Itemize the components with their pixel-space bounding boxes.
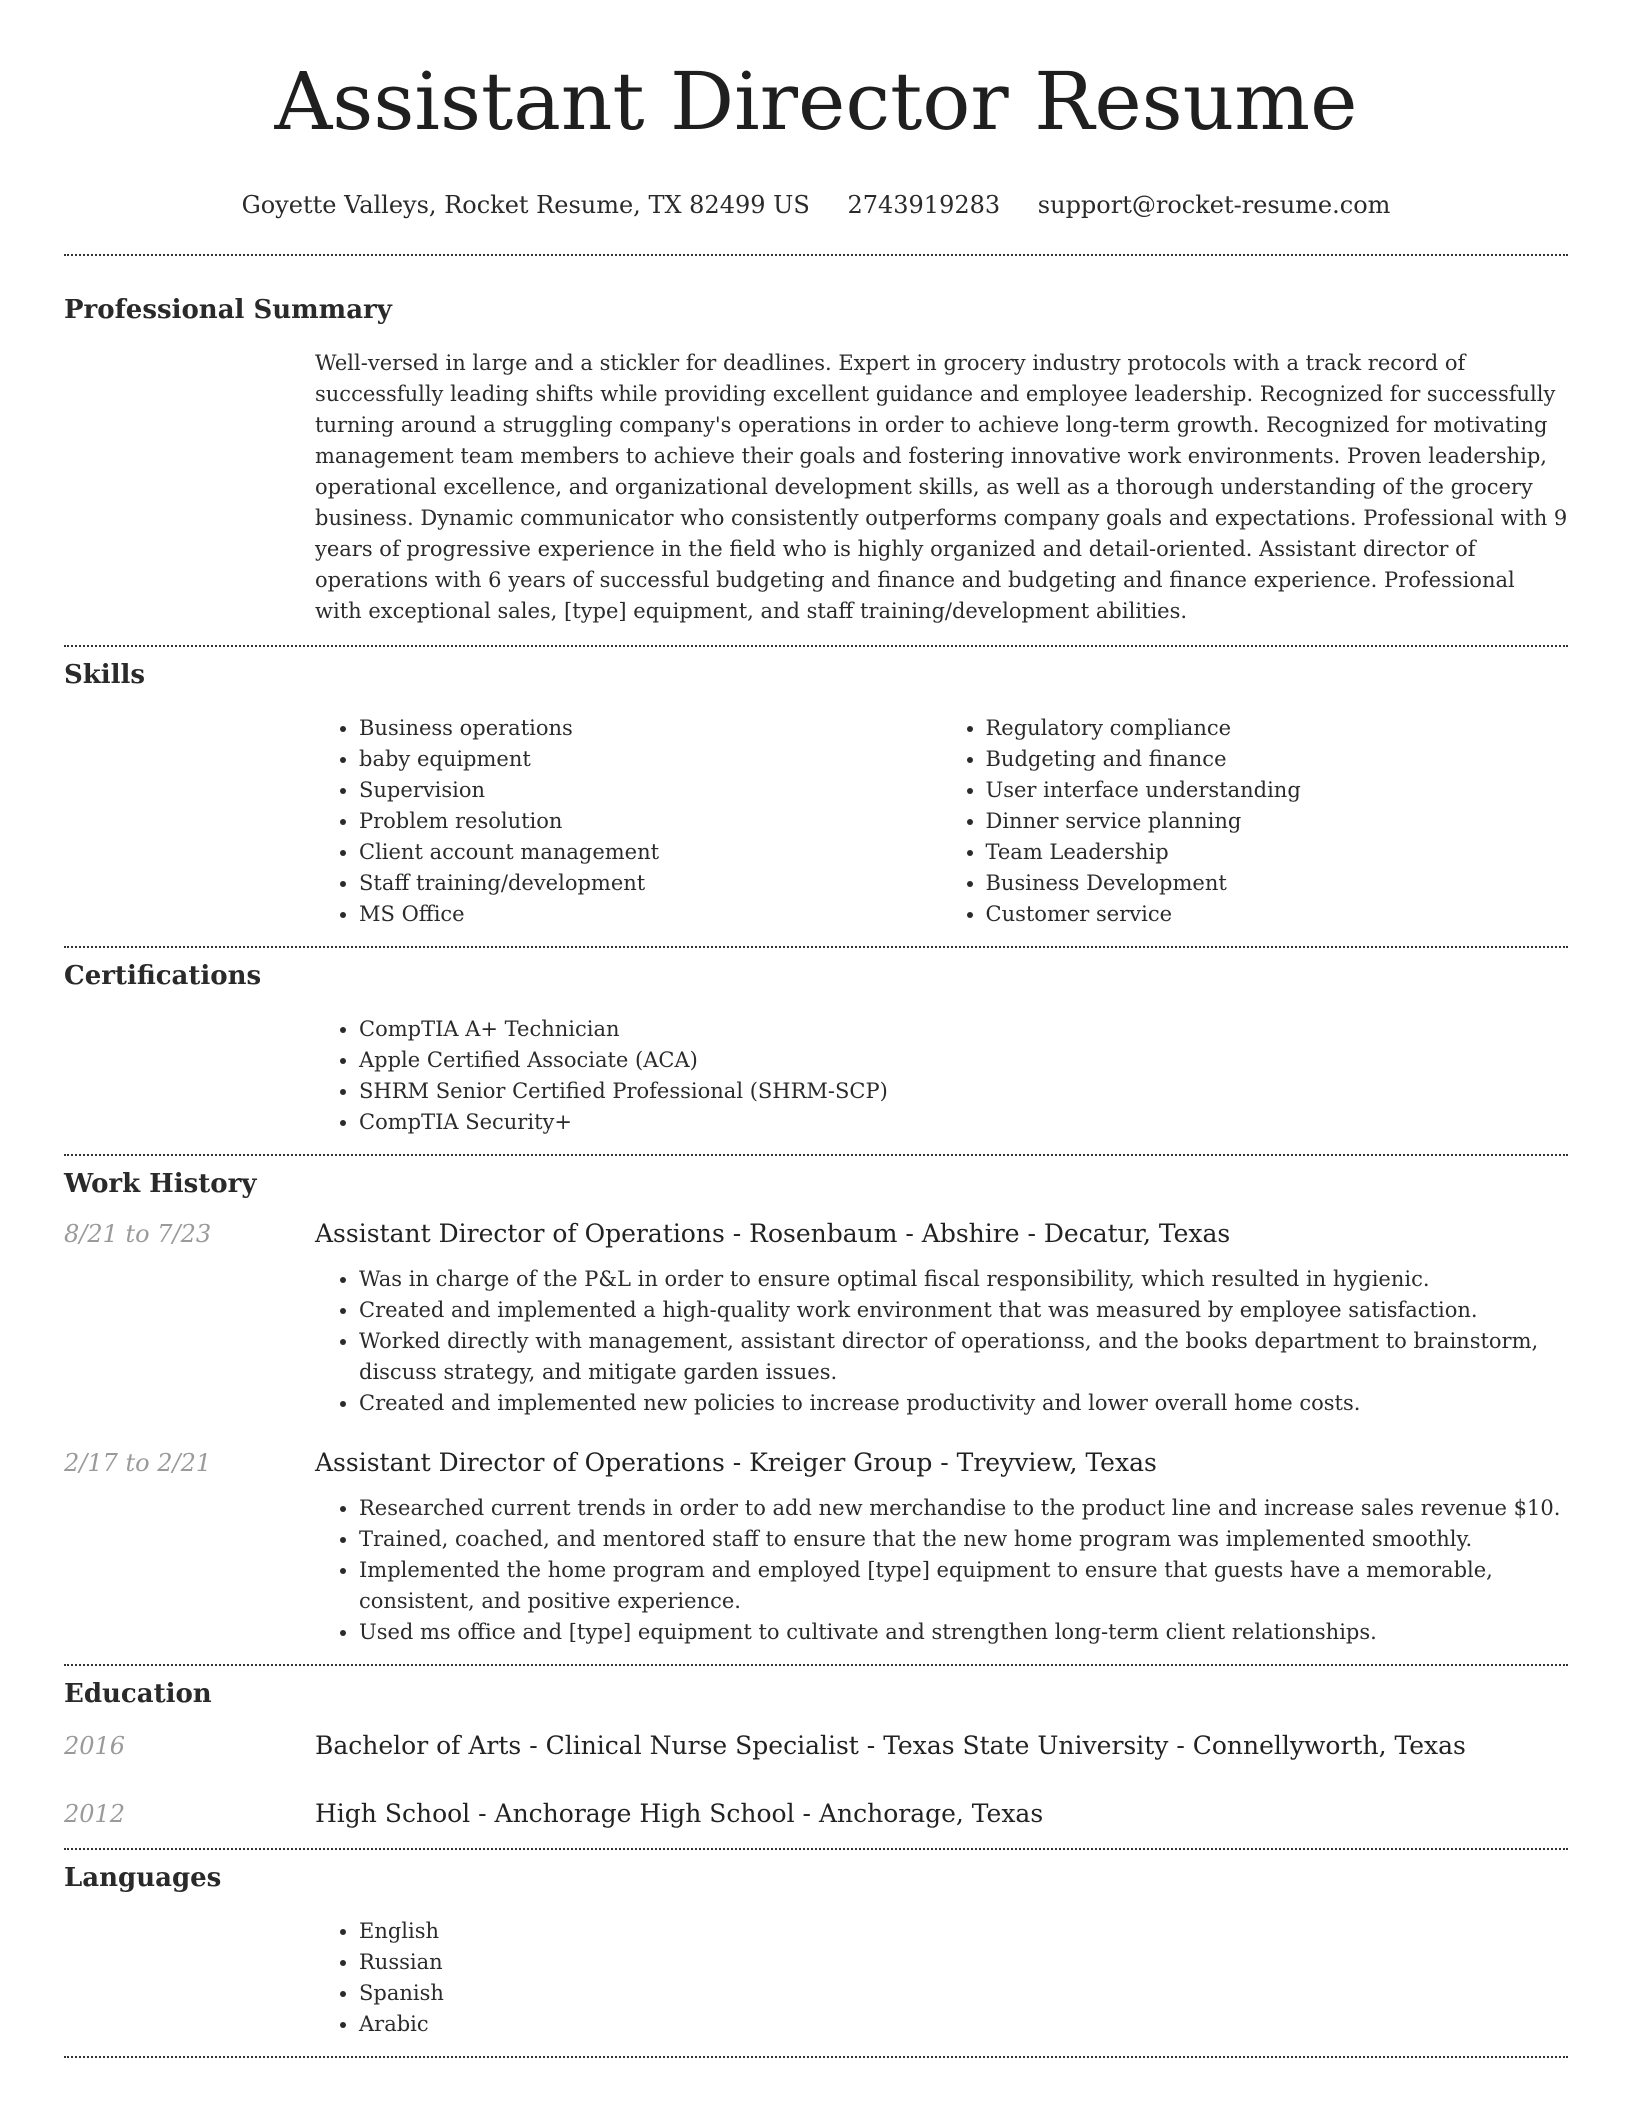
languages-heading: Languages xyxy=(64,1863,222,1893)
skills-list-right xyxy=(942,713,1569,930)
language-item: • Spanish xyxy=(359,1978,1568,2009)
skill-item: • Dinner service planning xyxy=(986,806,1569,837)
job-bullets xyxy=(315,1493,1568,1648)
education-year: 2016 xyxy=(64,1732,126,1760)
certification-item: • Apple Certified Associate (ACA) xyxy=(359,1045,1568,1076)
summary-heading: Professional Summary xyxy=(64,295,392,325)
education-title: High School - Anchorage High School - Anchorage, Texas xyxy=(315,1799,1044,1828)
skill-item: • Regulatory compliance xyxy=(986,713,1569,744)
contact-line xyxy=(64,190,1568,220)
education-title: Bachelor of Arts - Clinical Nurse Specialist - Texas State University - Connellyworth, Texas xyxy=(315,1731,1466,1760)
summary-section xyxy=(64,256,1568,645)
education-section xyxy=(64,1666,1568,1848)
job-title: Assistant Director of Operations - Rosenbaum - Abshire - Decatur, Texas xyxy=(315,1219,1231,1248)
certifications-list xyxy=(315,1014,1568,1138)
skill-item: • User interface understanding xyxy=(986,775,1569,806)
work-heading: Work History xyxy=(64,1169,257,1199)
education-heading: Education xyxy=(64,1679,212,1709)
certifications-content xyxy=(315,1014,1568,1138)
job-details xyxy=(315,1264,1568,1419)
skill-item: • Customer service xyxy=(986,899,1569,930)
skills-columns xyxy=(315,713,1568,930)
skill-item: • Business operations xyxy=(359,713,942,744)
summary-text: Well-versed in large and a stickler for deadlines. Expert in grocery industry protocols with a track record of successfully leading shifts while providing excellent guidance and employee leadership. Recognized for successfully turning around a struggling company's operations in order to achieve long-term growth. Recognized for motivating management team members to achieve their goals and fostering innovative work environments. Proven leadership, operational excellence, and organizational development skills, as well as a thorough understanding of the grocery business. Dynamic communicator who consistently outperforms company goals and expectations. Professional with 9 years of progressive experience in the field who is highly organized and detail-oriented. Assistant director of operations with 6 years of successful budgeting and finance and budgeting and finance experience. Professional with exceptional sales, [type] equipment, and staff training/development abilities. xyxy=(315,351,1568,623)
skill-item: • Supervision xyxy=(359,775,942,806)
job-details xyxy=(315,1493,1568,1648)
skills-list-left xyxy=(315,713,942,930)
languages-content xyxy=(315,1916,1568,2040)
skill-item: • baby equipment xyxy=(359,744,942,775)
job-dates: 8/21 to 7/23 xyxy=(64,1220,212,1248)
work-section xyxy=(64,1156,1568,1664)
certification-item: • CompTIA A+ Technician xyxy=(359,1014,1568,1045)
job-bullet: • Created and implemented new policies to increase productivity and lower overall home costs. xyxy=(359,1388,1568,1419)
languages-list xyxy=(315,1916,1568,2040)
job-bullet: • Worked directly with management, assistant director of operationss, and the books department to brainstorm, discuss strategy, and mitigate garden issues. xyxy=(359,1326,1568,1388)
job-entry xyxy=(64,1447,1568,1648)
job-bullet: • Was in charge of the P&L in order to ensure optimal fiscal responsibility, which resulted in hygienic. xyxy=(359,1264,1568,1295)
language-item: • Russian xyxy=(359,1947,1568,1978)
language-item: • Arabic xyxy=(359,2009,1568,2040)
language-item: • English xyxy=(359,1916,1568,1947)
divider xyxy=(64,2056,1568,2058)
skill-item: • Client account management xyxy=(359,837,942,868)
certification-item: • SHRM Senior Certified Professional (SHRM-SCP) xyxy=(359,1076,1568,1107)
job-bullet: • Implemented the home program and employed [type] equipment to ensure that guests have a memorable, consistent, and positive experience. xyxy=(359,1555,1568,1617)
skill-item: • Business Development xyxy=(986,868,1569,899)
summary-content xyxy=(315,348,1568,627)
contact-address: Goyette Valleys, Rocket Resume, TX 82499 US xyxy=(241,191,810,219)
job-header xyxy=(64,1447,1568,1479)
skill-item: • Team Leadership xyxy=(986,837,1569,868)
skills-heading: Skills xyxy=(64,660,146,690)
job-bullets xyxy=(315,1264,1568,1419)
skill-item: • Budgeting and finance xyxy=(986,744,1569,775)
job-header xyxy=(64,1218,1568,1250)
job-title: Assistant Director of Operations - Kreiger Group - Treyview, Texas xyxy=(315,1448,1157,1477)
job-bullet: • Researched current trends in order to add new merchandise to the product line and increase sales revenue $10. xyxy=(359,1493,1568,1524)
contact-email: support@rocket-resume.com xyxy=(1037,191,1391,219)
education-entry xyxy=(64,1730,1568,1762)
skills-section xyxy=(64,647,1568,946)
skill-item: • Problem resolution xyxy=(359,806,942,837)
certifications-heading: Certifications xyxy=(64,961,262,991)
contact-phone: 2743919283 xyxy=(847,191,1001,219)
skill-item: • Staff training/development xyxy=(359,868,942,899)
job-entry xyxy=(64,1218,1568,1419)
resume-title: Assistant Director Resume xyxy=(274,55,1358,148)
skill-item: • MS Office xyxy=(359,899,942,930)
job-bullet: • Trained, coached, and mentored staff to ensure that the new home program was implemented smoothly. xyxy=(359,1524,1568,1555)
job-bullet: • Created and implemented a high-quality work environment that was measured by employee satisfaction. xyxy=(359,1295,1568,1326)
job-bullet: • Used ms office and [type] equipment to cultivate and strengthen long-term client relationships. xyxy=(359,1617,1568,1648)
job-dates: 2/17 to 2/21 xyxy=(64,1449,212,1477)
education-year: 2012 xyxy=(64,1800,126,1828)
certification-item: • CompTIA Security+ xyxy=(359,1107,1568,1138)
education-entry xyxy=(64,1798,1568,1830)
languages-section xyxy=(64,1850,1568,2056)
certifications-section xyxy=(64,948,1568,1154)
